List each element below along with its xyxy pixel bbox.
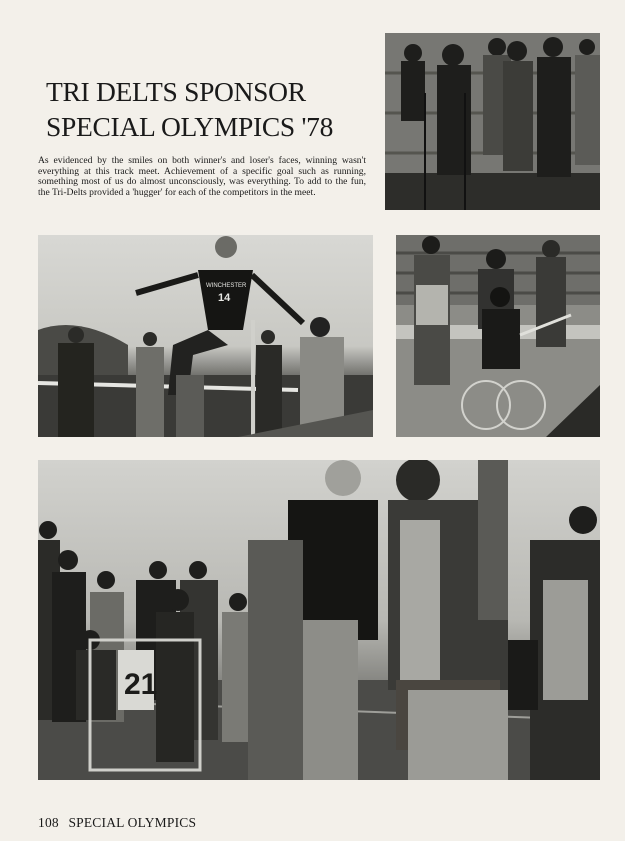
photo-cheering-crowd <box>38 460 600 780</box>
section-name: SPECIAL OLYMPICS <box>68 815 197 830</box>
bleachers-illustration <box>385 33 600 210</box>
high-jump-illustration <box>38 235 373 437</box>
title-line-1: TRI DELTS SPONSOR <box>46 76 306 107</box>
page-number: 108 <box>38 815 59 830</box>
photo-bleachers-crowd <box>385 33 600 210</box>
page-title <box>46 74 376 144</box>
page-footer <box>38 815 196 831</box>
crowd-illustration <box>38 460 600 780</box>
jumper-shirt-text: WINCHESTER <box>206 283 247 289</box>
jumper-shirt-number: 14 <box>218 292 231 304</box>
body-paragraph: As evidenced by the smiles on both winner's and loser's faces, winning wasn't everything at this track meet. Achievement of a specific goal such as running, something most of us do almost unconsciously, was everything. To add to the fun, the Tri-Delts provided a 'hugger' for each of the competitors in the meet. <box>38 155 366 198</box>
photo-high-jump <box>38 235 373 437</box>
wheelchair-illustration <box>396 235 600 437</box>
crowd-sign-number: 21 <box>124 668 158 701</box>
photo-wheelchair-race <box>396 235 600 437</box>
title-line-2: SPECIAL OLYMPICS '78 <box>46 111 334 142</box>
